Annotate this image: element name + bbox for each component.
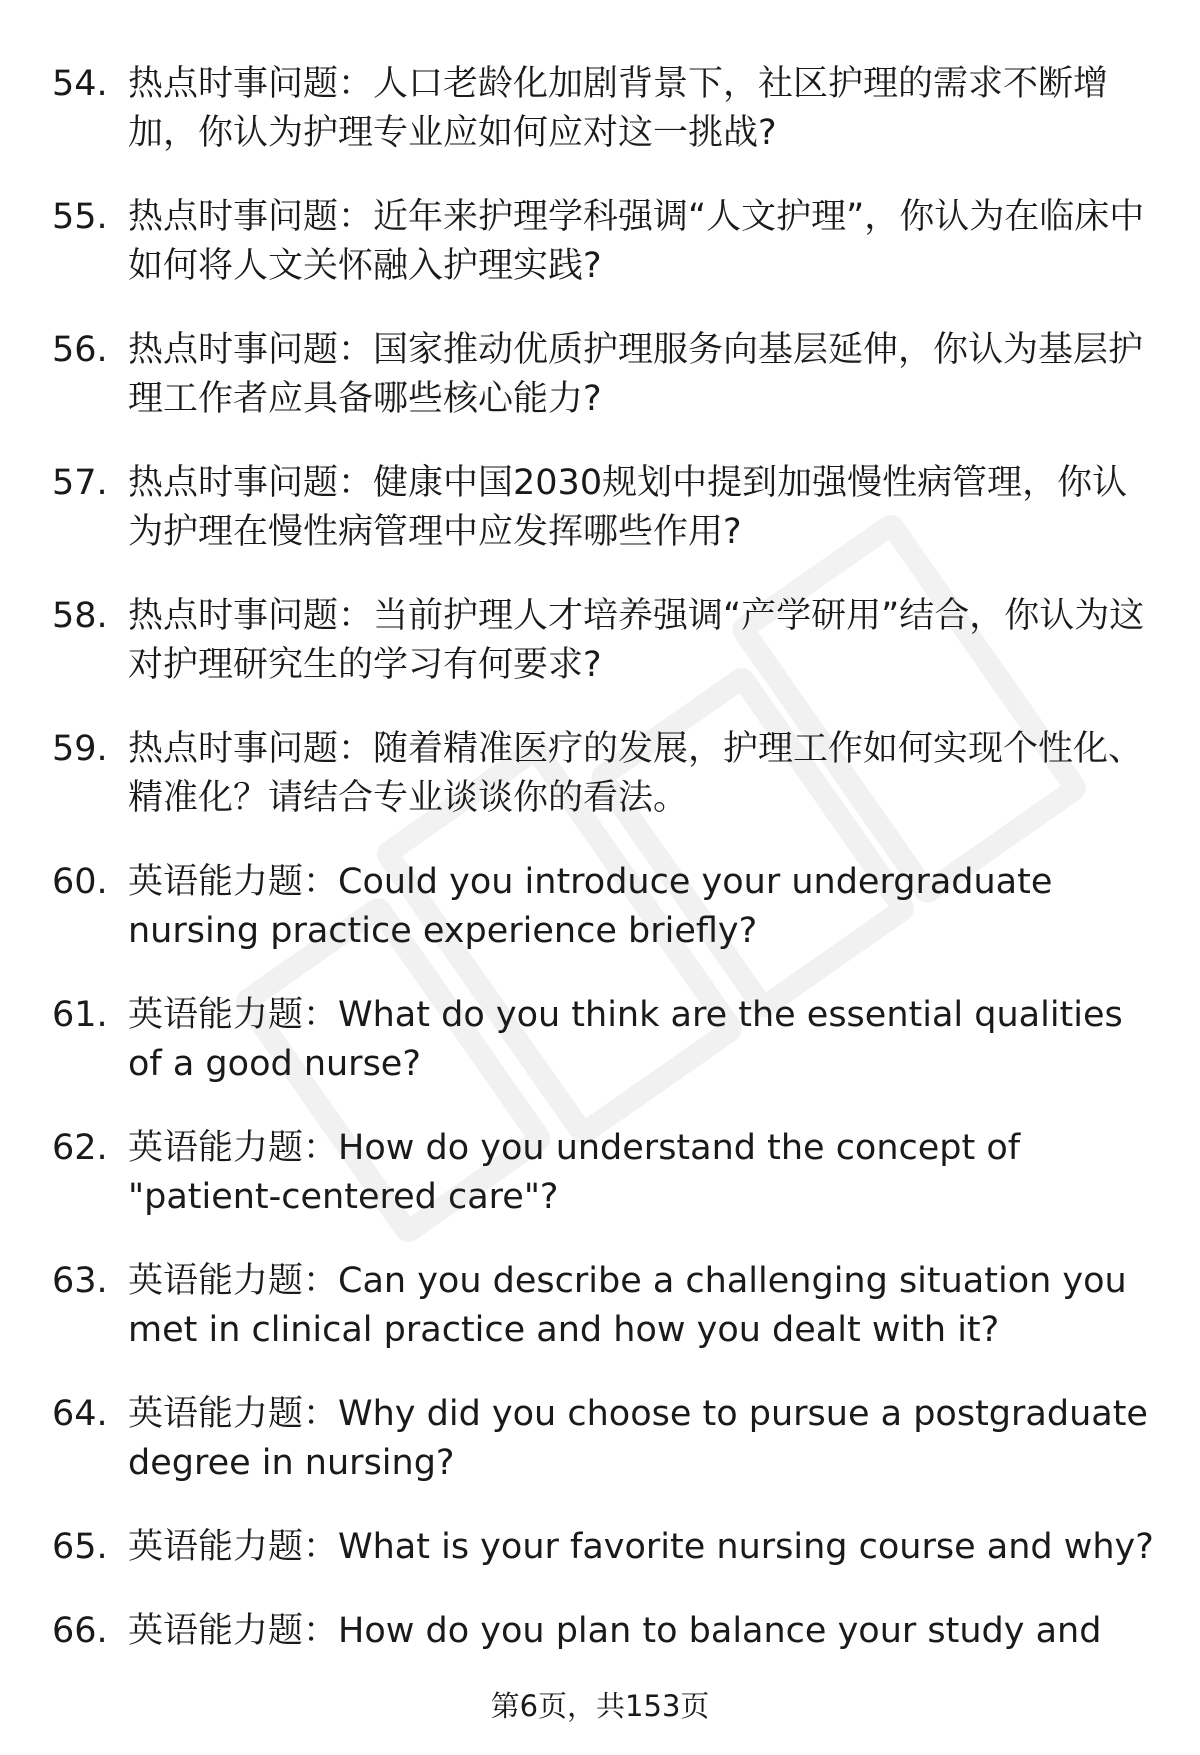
question-category: 英语能力题： [128,1261,339,1301]
question-text: 近年来护理学科强调“人文护理”，你认为在临床中如何将人文关怀融入护理实践? [128,197,1145,286]
question-text: Why did you choose to pursue a postgraduate degree in nursing? [128,1394,1148,1483]
question-number: 54. [52,64,108,104]
question-number: 60. [52,862,108,902]
question-category: 热点时事问题： [128,729,374,769]
page-footer [0,1686,1200,1726]
question-number: 56. [52,330,108,370]
question-item [52,725,1162,823]
question-text: 健康中国2030规划中提到加强慢性病管理，你认为护理在慢性病管理中应发挥哪些作用? [128,463,1128,552]
question-number: 64. [52,1394,108,1434]
question-category: 英语能力题： [128,1527,339,1567]
question-text: What is your favorite nursing course and why? [338,1527,1154,1567]
page-number: 第6页，共153页 [490,1689,710,1723]
question-number: 58. [52,596,108,636]
question-text: 国家推动优质护理服务向基层延伸，你认为基层护理工作者应具备哪些核心能力? [128,330,1144,419]
question-category: 英语能力题： [128,995,339,1035]
question-list [52,60,1162,1691]
question-text: How do you understand the concept of "patient-centered care"? [128,1128,1021,1217]
question-text: 随着精准医疗的发展，护理工作如何实现个性化、精准化？请结合专业谈谈你的看法。 [128,729,1144,818]
question-category: 热点时事问题： [128,596,374,636]
question-number: 61. [52,995,108,1035]
question-number: 62. [52,1128,108,1168]
question-text: How do you plan to balance your study and [338,1611,1102,1651]
question-item [52,60,1162,158]
question-item [52,991,1162,1089]
question-category: 英语能力题： [128,1128,339,1168]
question-text: What do you think are the essential qualities of a good nurse? [128,995,1123,1084]
question-category: 热点时事问题： [128,197,374,237]
question-item [52,459,1162,557]
question-item [52,326,1162,424]
question-text: Could you introduce your undergraduate nursing practice experience briefly? [128,862,1053,951]
question-category: 英语能力题： [128,862,339,902]
question-item [52,1390,1162,1488]
question-category: 英语能力题： [128,1611,339,1651]
question-category: 热点时事问题： [128,463,374,503]
question-category: 热点时事问题： [128,330,374,370]
question-item [52,1124,1162,1222]
question-category: 热点时事问题： [128,64,374,104]
question-item [52,1257,1162,1355]
question-item [52,1523,1162,1572]
question-text: 人口老龄化加剧背景下，社区护理的需求不断增加，你认为护理专业应如何应对这一挑战? [128,64,1109,153]
question-number: 59. [52,729,108,769]
question-number: 57. [52,463,108,503]
question-number: 65. [52,1527,108,1567]
question-text: 当前护理人才培养强调“产学研用”结合，你认为这对护理研究生的学习有何要求? [128,596,1145,685]
question-item [52,858,1162,956]
question-text: Can you describe a challenging situation you met in clinical practice and how you dealt with it? [128,1261,1127,1350]
question-item [52,1607,1162,1656]
question-number: 66. [52,1611,108,1651]
question-item [52,193,1162,291]
question-number: 63. [52,1261,108,1301]
question-number: 55. [52,197,108,237]
question-category: 英语能力题： [128,1394,339,1434]
question-item [52,592,1162,690]
